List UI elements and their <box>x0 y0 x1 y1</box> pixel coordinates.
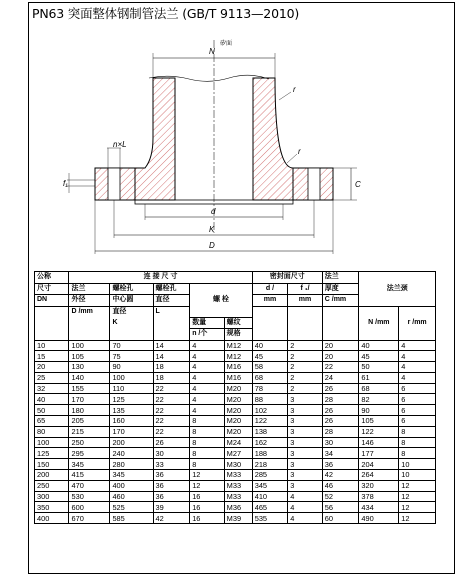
table-cell: M12 <box>224 340 252 351</box>
table-cell: 125 <box>35 448 69 459</box>
table-cell: M20 <box>224 383 252 394</box>
table-cell: 105 <box>359 416 399 427</box>
table-cell: M33 <box>224 491 252 502</box>
table-cell: 6 <box>399 405 436 416</box>
table-cell: 20 <box>322 340 359 351</box>
hdr-f1: f ₁/ <box>288 283 322 295</box>
table-cell: M33 <box>224 470 252 481</box>
table-cell: 14 <box>153 351 190 362</box>
table-cell: 18 <box>153 362 190 373</box>
hdr-d: d / <box>252 283 288 295</box>
table-cell: 26 <box>322 416 359 427</box>
hdr-bh2: 直径 <box>153 295 190 307</box>
table-cell: 12 <box>399 502 436 513</box>
table-cell: 3 <box>288 459 322 470</box>
table-cell: 600 <box>69 502 110 513</box>
table-cell: 22 <box>153 405 190 416</box>
table-cell: 46 <box>322 480 359 491</box>
table-cell: 36 <box>153 470 190 481</box>
table-cell: 130 <box>69 362 110 373</box>
table-cell: 30 <box>322 437 359 448</box>
table-cell: M16 <box>224 372 252 383</box>
page-title: PN63 突面整体钢制管法兰 (GB/T 9113—2010) <box>32 6 299 21</box>
table-cell: 3 <box>288 480 322 491</box>
table-cell: 170 <box>110 426 153 437</box>
table-cell: M24 <box>224 437 252 448</box>
table-cell: 65 <box>35 416 69 427</box>
table-cell: 410 <box>252 491 288 502</box>
table-cell: 4 <box>190 340 224 351</box>
table-cell: 20 <box>35 362 69 373</box>
table-row <box>35 340 436 351</box>
table-cell: 4 <box>190 351 224 362</box>
table-cell: 525 <box>110 502 153 513</box>
table-cell: 26 <box>322 405 359 416</box>
table-cell: 24 <box>322 372 359 383</box>
table-cell: 82 <box>359 394 399 405</box>
table-cell: 4 <box>288 502 322 513</box>
table-cell: 415 <box>69 470 110 481</box>
table-cell: 36 <box>322 459 359 470</box>
table-cell: 68 <box>252 372 288 383</box>
table-cell: 670 <box>69 513 110 524</box>
table-cell: 42 <box>322 470 359 481</box>
table-cell: M39 <box>224 513 252 524</box>
hdr-bc1: 螺栓孔 <box>110 283 153 295</box>
table-cell: 160 <box>110 416 153 427</box>
table-cell: M36 <box>224 502 252 513</box>
table-cell: 122 <box>252 416 288 427</box>
table-cell: 6 <box>399 383 436 394</box>
table-cell: 3 <box>288 437 322 448</box>
table-cell: 12 <box>399 491 436 502</box>
table-cell: 10 <box>399 459 436 470</box>
table-cell: 12 <box>190 470 224 481</box>
table-cell: 122 <box>359 426 399 437</box>
hdr-connection: 连 接 尺 寸 <box>69 272 252 284</box>
table-cell: 33 <box>153 459 190 470</box>
hdr-bc2: 中心圆 <box>110 295 153 307</box>
table-cell: M30 <box>224 459 252 470</box>
table-row <box>35 426 436 437</box>
table-cell: 8 <box>399 437 436 448</box>
table-cell: 50 <box>35 405 69 416</box>
table-row <box>35 372 436 383</box>
table-row <box>35 416 436 427</box>
table-cell: 42 <box>153 513 190 524</box>
hdr-d-unit: mm <box>252 295 288 307</box>
table-cell: 3 <box>288 470 322 481</box>
table-cell: 60 <box>322 513 359 524</box>
table-cell: 20 <box>322 351 359 362</box>
table-cell: 4 <box>190 362 224 373</box>
table-cell: 280 <box>110 459 153 470</box>
table-cell: 345 <box>69 459 110 470</box>
table-cell: 6 <box>399 416 436 427</box>
table-cell: 8 <box>190 459 224 470</box>
table-cell: 200 <box>110 437 153 448</box>
table-row <box>35 437 436 448</box>
table-cell: 4 <box>399 372 436 383</box>
hdr-bolt-count2: n /个 <box>190 329 224 341</box>
table-cell: 18 <box>153 372 190 383</box>
hdr-bolt-count1: 数量 <box>190 317 224 329</box>
hdr-bc3: 直径 <box>110 306 153 317</box>
table-cell: 535 <box>252 513 288 524</box>
table-cell: 3 <box>288 448 322 459</box>
table-cell: 400 <box>110 480 153 491</box>
table-cell: M16 <box>224 362 252 373</box>
table-cell: 8 <box>190 426 224 437</box>
table-cell: 530 <box>69 491 110 502</box>
table-cell: 22 <box>153 383 190 394</box>
table-cell: 3 <box>288 394 322 405</box>
table-cell: 75 <box>110 351 153 362</box>
table-cell: 28 <box>322 394 359 405</box>
hdr-c: C /mm <box>322 295 359 307</box>
table-cell: 204 <box>359 459 399 470</box>
table-cell: 470 <box>69 480 110 491</box>
hdr-nominal: 公称 <box>35 272 69 284</box>
table-cell: 102 <box>252 405 288 416</box>
table-cell: 125 <box>110 394 153 405</box>
table-cell: 345 <box>110 470 153 481</box>
right-hub-section <box>253 78 293 200</box>
table-cell: 15 <box>35 351 69 362</box>
table-cell: 25 <box>35 372 69 383</box>
table-cell: 90 <box>359 405 399 416</box>
table-cell: 465 <box>252 502 288 513</box>
table-cell: 434 <box>359 502 399 513</box>
table-cell: 22 <box>153 426 190 437</box>
hdr-seal: 密封面尺寸 <box>252 272 322 284</box>
table-cell: 32 <box>35 383 69 394</box>
table-cell: 200 <box>35 470 69 481</box>
table-cell: 4 <box>288 513 322 524</box>
hdr-neck-r: r /mm <box>399 306 436 340</box>
table-row <box>35 362 436 373</box>
table-cell: 4 <box>190 394 224 405</box>
table-cell: 345 <box>252 480 288 491</box>
table-cell: 177 <box>359 448 399 459</box>
table-cell: 400 <box>35 513 69 524</box>
table-cell: 16 <box>190 502 224 513</box>
table-cell: M20 <box>224 426 252 437</box>
table-cell: 3 <box>288 416 322 427</box>
table-cell: 58 <box>252 362 288 373</box>
radius-label-bottom: r <box>298 147 301 156</box>
table-cell: 2 <box>288 351 322 362</box>
table-cell: 2 <box>288 362 322 373</box>
table-cell: 50 <box>359 362 399 373</box>
table-cell: M27 <box>224 448 252 459</box>
table-cell: 320 <box>359 480 399 491</box>
table-cell: M20 <box>224 405 252 416</box>
radius-label-top: r <box>293 85 296 94</box>
table-cell: 45 <box>252 351 288 362</box>
hdr-size: 尺寸 <box>35 283 69 295</box>
table-cell: 40 <box>35 394 69 405</box>
table-cell: 78 <box>252 383 288 394</box>
table-cell: 22 <box>322 362 359 373</box>
table-cell: 240 <box>110 448 153 459</box>
table-cell: 40 <box>252 340 288 351</box>
hdr-bolt-thread1: 螺纹 <box>224 317 252 329</box>
table-cell: 135 <box>110 405 153 416</box>
hdr-neck-n: N /mm <box>359 306 399 340</box>
hdr-outer3: D /mm <box>69 306 110 317</box>
table-cell: 4 <box>190 383 224 394</box>
left-bolt-hole <box>108 168 120 200</box>
table-cell: 39 <box>153 502 190 513</box>
table-cell: 295 <box>69 448 110 459</box>
table-cell: 3 <box>288 426 322 437</box>
section-note: 矽面 <box>220 40 233 47</box>
table-row <box>35 480 436 491</box>
dim-nl-label: n×L <box>113 140 127 149</box>
hdr-bh3: L <box>153 306 190 317</box>
table-cell: 4 <box>190 372 224 383</box>
table-cell: 2 <box>288 383 322 394</box>
table-cell: 22 <box>153 416 190 427</box>
table-cell: 80 <box>35 426 69 437</box>
table-cell: 4 <box>399 362 436 373</box>
table-cell: 3 <box>288 405 322 416</box>
table-cell: 68 <box>359 383 399 394</box>
table-row <box>35 405 436 416</box>
table-cell: 300 <box>35 491 69 502</box>
table-cell: 100 <box>110 372 153 383</box>
table-cell: M33 <box>224 480 252 491</box>
table-cell: 140 <box>69 372 110 383</box>
table-cell: 170 <box>69 394 110 405</box>
hdr-bolt: 螺 栓 <box>190 283 253 317</box>
table-row <box>35 502 436 513</box>
table-cell: M20 <box>224 416 252 427</box>
table-cell: 16 <box>190 491 224 502</box>
table-cell: 12 <box>399 513 436 524</box>
hdr-outer2: 外径 <box>69 295 110 307</box>
flange-drawing <box>29 28 389 268</box>
table-cell: 378 <box>359 491 399 502</box>
table-cell: 188 <box>252 448 288 459</box>
table-cell: 16 <box>190 513 224 524</box>
hdr-thickness: 厚度 <box>322 283 359 295</box>
table-cell: 70 <box>110 340 153 351</box>
spec-table-body <box>35 340 436 524</box>
table-cell: 350 <box>35 502 69 513</box>
table-cell: 61 <box>359 372 399 383</box>
table-cell: 12 <box>399 480 436 491</box>
dim-c-label: C <box>355 180 361 189</box>
table-cell: 36 <box>153 491 190 502</box>
table-cell: 34 <box>322 448 359 459</box>
dim-f1-label: f₁ <box>63 179 68 188</box>
table-cell: 6 <box>399 394 436 405</box>
table-cell: 52 <box>322 491 359 502</box>
table-cell: 10 <box>399 470 436 481</box>
hdr-flange: 法兰 <box>322 272 359 284</box>
table-cell: 146 <box>359 437 399 448</box>
table-cell: 30 <box>153 448 190 459</box>
table-cell: 90 <box>110 362 153 373</box>
hdr-outer1: 法兰 <box>69 283 110 295</box>
table-row <box>35 513 436 524</box>
table-row <box>35 394 436 405</box>
table-cell: 88 <box>252 394 288 405</box>
table-cell: 40 <box>359 340 399 351</box>
table-row <box>35 459 436 470</box>
table-cell: 162 <box>252 437 288 448</box>
table-cell: 8 <box>399 426 436 437</box>
table-cell: 490 <box>359 513 399 524</box>
table-cell: 205 <box>69 416 110 427</box>
table-cell: 150 <box>35 459 69 470</box>
table-cell: 180 <box>69 405 110 416</box>
table-cell: 56 <box>322 502 359 513</box>
table-cell: 12 <box>190 480 224 491</box>
table-cell: M12 <box>224 351 252 362</box>
table-cell: 8 <box>399 448 436 459</box>
table-row <box>35 383 436 394</box>
table-cell: 4 <box>190 405 224 416</box>
table-cell: 218 <box>252 459 288 470</box>
table-cell: 8 <box>190 437 224 448</box>
table-cell: 250 <box>69 437 110 448</box>
table-cell: 100 <box>35 437 69 448</box>
table-cell: 10 <box>35 340 69 351</box>
table-row <box>35 448 436 459</box>
table-cell: 8 <box>190 448 224 459</box>
table-cell: 26 <box>322 383 359 394</box>
table-cell: 2 <box>288 340 322 351</box>
table-cell: 45 <box>359 351 399 362</box>
table-cell: 138 <box>252 426 288 437</box>
table-cell: 14 <box>153 340 190 351</box>
dim-d-outer-label: D <box>209 241 215 250</box>
hdr-bc4: K <box>110 317 153 329</box>
table-cell: 8 <box>190 416 224 427</box>
table-cell: 250 <box>35 480 69 491</box>
table-cell: 4 <box>399 340 436 351</box>
table-cell: 36 <box>153 480 190 491</box>
table-cell: M20 <box>224 394 252 405</box>
hdr-bolt-thread2: 规格 <box>224 329 252 341</box>
table-cell: 264 <box>359 470 399 481</box>
dim-k-label: K <box>209 225 215 234</box>
table-cell: 2 <box>288 372 322 383</box>
left-hub-section <box>135 78 175 200</box>
dim-d-label: d <box>211 207 216 216</box>
table-cell: 585 <box>110 513 153 524</box>
hdr-neck: 法兰颈 <box>359 272 436 307</box>
dim-n-label: N <box>209 47 215 56</box>
table-cell: 4 <box>288 491 322 502</box>
hdr-f1-unit: mm <box>288 295 322 307</box>
table-cell: 100 <box>69 340 110 351</box>
right-bolt-hole <box>308 168 320 200</box>
table-cell: 26 <box>153 437 190 448</box>
table-cell: 28 <box>322 426 359 437</box>
table-row <box>35 470 436 481</box>
table-cell: 22 <box>153 394 190 405</box>
table-cell: 460 <box>110 491 153 502</box>
hdr-bh1: 螺栓孔 <box>153 283 190 295</box>
table-cell: 215 <box>69 426 110 437</box>
table-row <box>35 351 436 362</box>
table-cell: 4 <box>399 351 436 362</box>
table-cell: 285 <box>252 470 288 481</box>
table-cell: 110 <box>110 383 153 394</box>
table-row <box>35 491 436 502</box>
table-cell: 105 <box>69 351 110 362</box>
flange-spec-table <box>34 271 436 524</box>
hdr-dn: DN <box>35 295 69 307</box>
table-cell: 155 <box>69 383 110 394</box>
